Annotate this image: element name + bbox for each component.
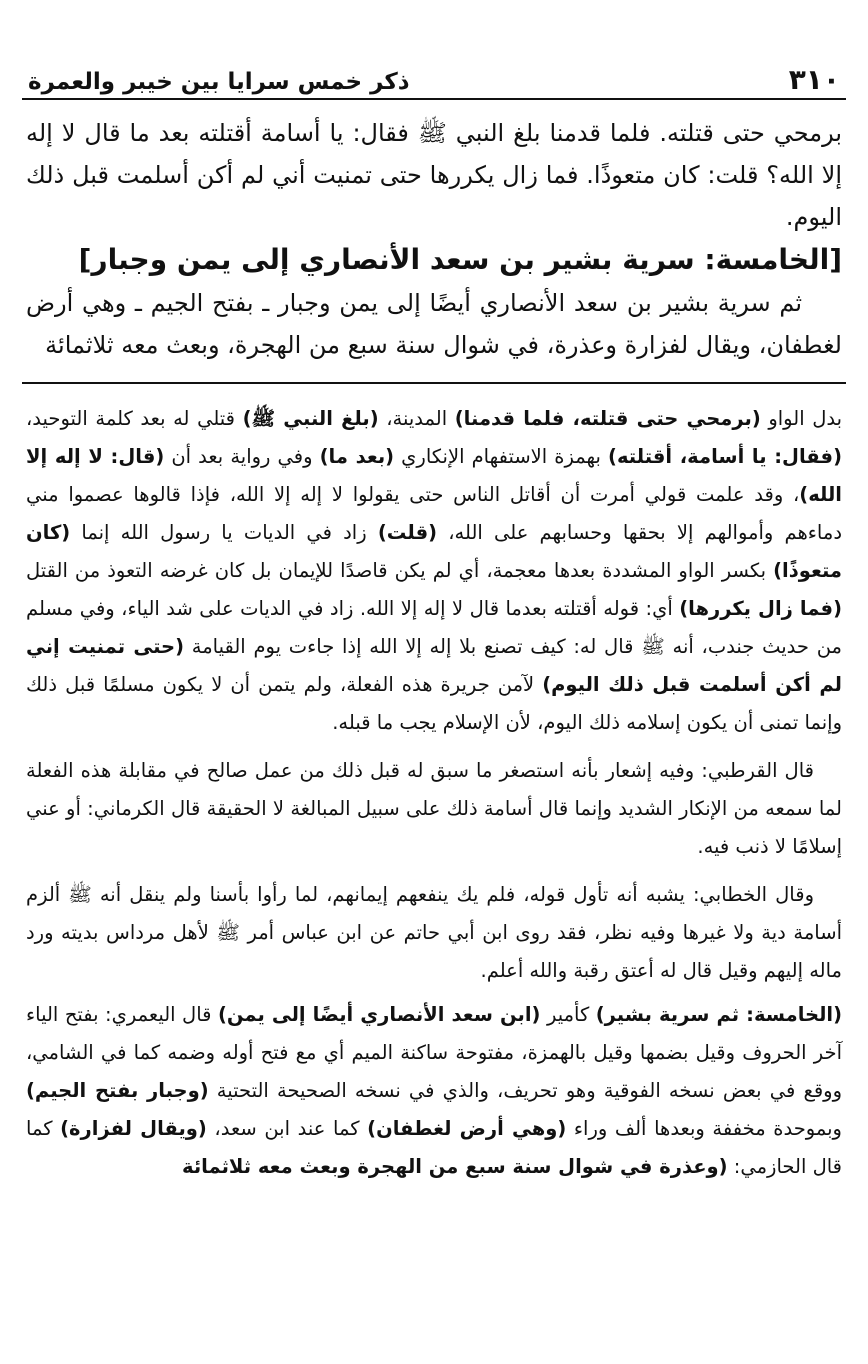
quoted-phrase: (وعذرة في شوال سنة سبع من الهجرة وبعث معه ثلاثمائة xyxy=(182,1155,728,1178)
quoted-phrase: (بلغ النبي ﷺ) xyxy=(242,407,379,430)
quoted-phrase: (ابن سعد الأنصاري أيضًا إلى يمن) xyxy=(217,1003,541,1026)
quoted-phrase: (بعد ما) xyxy=(319,445,395,468)
quoted-phrase: (كان متعوذًا) xyxy=(26,521,842,582)
quoted-phrase: (وجبار بفتح الجيم) xyxy=(26,1079,209,1102)
commentary-text: أي: قوله أقتلته بعدما قال لا إله إلا الله. زاد في الديات على شد الياء، وفي مسلم من حديث جندب، أنه ﷺ قال له: كيف تصنع بلا إله إلا الله إذا جاءت يوم القيامة xyxy=(26,597,842,658)
commentary-paragraph-2: قال القرطبي: وفيه إشعار بأنه استصغر ما سبق له قبل ذلك من عمل صالح في مقابلة هذه الفعلة لما سمعه من الإنكار الشديد وإنما قال أسامة ذلك على سبيل المبالغة لا الحقيقة قال الكرماني: أو عني إسلامًا لا ذنب فيه. xyxy=(26,759,842,858)
page-header xyxy=(22,48,846,100)
commentary-text: قال اليعمري: بفتح الياء آخر الحروف وقيل بضمها وقيل بالهمزة، مفتوحة ساكنة الميم أي مع فتح أوله وضمه كما في الشامي، ووقع في بعض نسخه الفوقية وهو تحريف، والذي في نسخه الصحيحة التحتية xyxy=(26,1003,842,1102)
commentary-paragraph-3: وقال الخطابي: يشبه أنه تأول قوله، فلم يك ينفعهم إيمانهم، لما رأوا بأسنا ولم ينقل أنه ﷺ ألزم أسامة دية ولا غيرها وفيه نظر، فقد روى ابن أبي حاتم عن ابن عباس أمر ﷺ لأهل مرداس بديته ورد ماله إليهم وقيل قال له أعتق رقبة والله أعلم. xyxy=(26,883,842,982)
commentary-text: كما قال الحازمي: xyxy=(26,1117,842,1178)
running-title: ذكر خمس سرايا بين خيبر والعمرة xyxy=(28,69,410,95)
main-paragraph-2: ثم سرية بشير بن سعد الأنصاري أيضًا إلى يمن وجبار ـ بفتح الجيم ـ وهي أرض لغطفان، ويقال لفزارة وعذرة، في شوال سنة سبع من الهجرة، وبعث معه ثلاثمائة xyxy=(26,289,842,359)
commentary-paragraph-1 xyxy=(26,400,842,742)
page-number: ٣١٠ xyxy=(788,63,840,96)
commentary-text: كما عند ابن سعد، xyxy=(206,1117,368,1140)
quoted-phrase: (حتى تمنيت إني لم أكن أسلمت قبل ذلك اليوم) xyxy=(26,635,842,696)
quoted-phrase: (فقال: يا أسامة، أقتلته) xyxy=(608,445,842,468)
section-heading: [الخامسة: سرية بشير بن سعد الأنصاري إلى يمن وجبار] xyxy=(78,243,842,276)
quoted-phrase: (قلت) xyxy=(377,521,438,544)
commentary-text: كأمير xyxy=(540,1003,596,1026)
commentary-text: ، وقد علمت قولي أمرت أن أقاتل الناس حتى يقولوا لا إله إلا الله، فإذا قالوها عصموا مني دماءهم وأموالهم إلا بحقها وحسابهم على الله، xyxy=(26,483,842,544)
quoted-phrase: (قال: لا إله إلا الله) xyxy=(26,445,842,506)
commentary-text: وبموحدة مخففة وبعدها ألف وراء xyxy=(566,1117,842,1140)
commentary-text: المدينة، xyxy=(378,407,455,430)
main-paragraph-1: برمحي حتى قتلته. فلما قدمنا بلغ النبي ﷺ فقال: يا أسامة أقتلته بعد ما قال لا إله إلا الله؟ قلت: كان متعوذًا. فما زال يكررها حتى تمنيت أني لم أكن أسلمت قبل ذلك اليوم. xyxy=(26,119,842,231)
commentary-text: لآمن جريرة هذه الفعلة، ولم يتمن أن لا يكون مسلمًا قبل ذلك وإنما تمنى أن يكون إسلامه ذلك اليوم، لأن الإسلام يجب ما قبله. xyxy=(26,673,842,734)
commentary-text: قتلي له بعد كلمة التوحيد، xyxy=(26,407,243,430)
quoted-phrase: (ويقال لفزارة) xyxy=(60,1117,207,1140)
quoted-phrase: (برمحي حتى قتلته، فلما قدمنا) xyxy=(454,407,761,430)
commentary xyxy=(22,384,846,1186)
commentary-text: بهمزة الاستفهام الإنكاري xyxy=(394,445,609,468)
commentary-text: وفي رواية بعد أن xyxy=(164,445,320,468)
quoted-phrase: (فما زال يكررها) xyxy=(679,597,842,620)
quoted-phrase: (وهي أرض لغطفان) xyxy=(367,1117,567,1140)
commentary-paragraph-4 xyxy=(26,996,842,1186)
commentary-text: بكسر الواو المشددة بعدها معجمة، أي لم يكن قاصدًا للإيمان بل كان غرضه التعوذ من القتل xyxy=(26,559,774,582)
main-text xyxy=(22,100,846,366)
quoted-phrase: (الخامسة: ثم سرية بشير) xyxy=(595,1003,843,1026)
commentary-text: بدل الواو xyxy=(760,407,843,430)
commentary-text: زاد في الديات يا رسول الله إنما xyxy=(70,521,378,544)
